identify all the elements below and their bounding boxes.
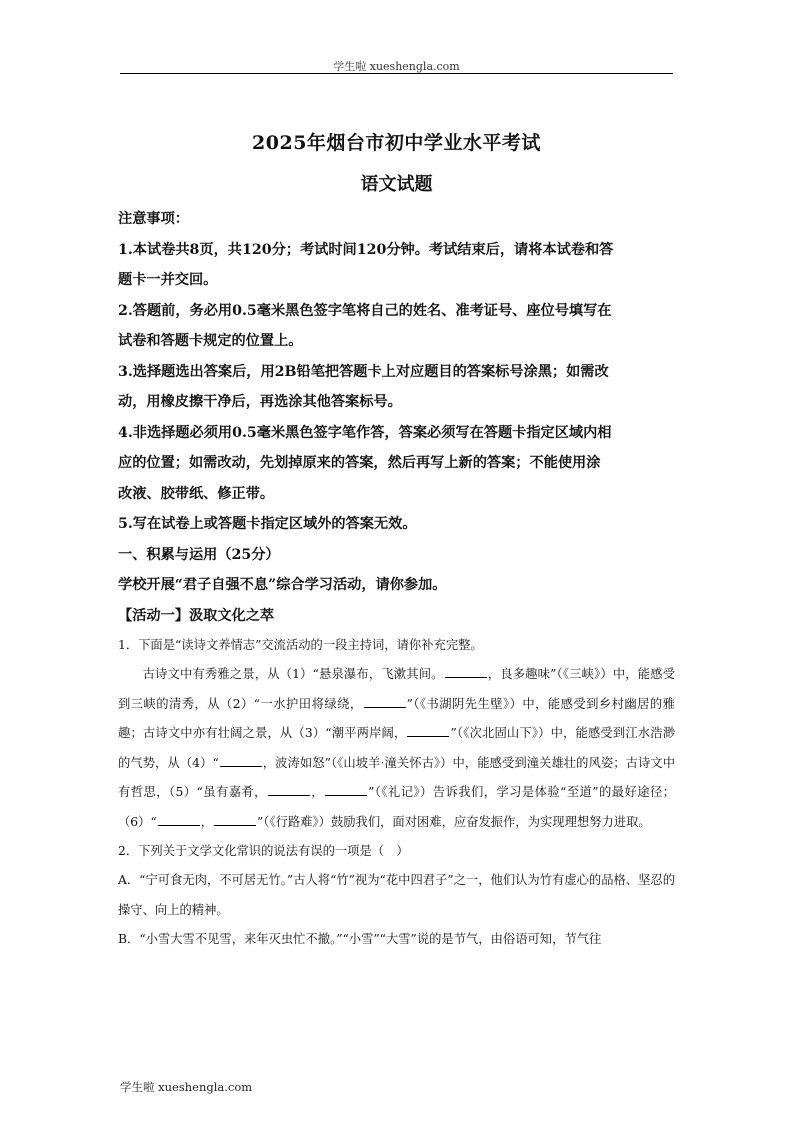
passage-text: ”（《次北固山下》）中，能感受到江水浩渺的气势，从（4）“ [118,726,675,770]
page-header: 学生啦 xueshengla.com [333,60,460,73]
section-intro: 学校开展“君子自强不息”综合学习活动，请你参加。 [118,577,447,593]
question-1-stem: 1．下面是“读诗文养情志”交流活动的一段主持词，请你补充完整。 [118,638,483,652]
exam-title: 2025年烟台市初中学业水平考试 [252,132,541,154]
header-divider [120,73,673,74]
notice-line: 改液、胶带纸、修正带。 [118,485,275,502]
answer-blank[interactable] [445,665,487,678]
notice-line: 1.本试卷共8页，共120分；考试时间120分钟。考试结束后，请将本试卷和答 [118,241,614,258]
notice-line: 4.非选择题必须用0.5毫米黑色签字笔作答，答案必须写在答题卡指定区域内相 [118,424,612,441]
question-1-passage [118,660,675,837]
notice-line: 应的位置；如需改动，先划掉原来的答案，然后再写上新的答案；不能使用涂 [118,455,601,471]
answer-blank[interactable] [325,783,367,796]
notice-line: 3.选择题选出答案后，用2B铅笔把答题卡上对应题目的答案标号涂黑；如需改 [118,363,609,380]
notice-line: 动，用橡皮擦干净后，再选涂其他答案标号。 [118,394,402,410]
passage-text: ”（《礼记》）告诉我们，学习是体验“至道”的最好途径；（6）“ [118,785,675,829]
exam-content [118,204,675,955]
answer-blank[interactable] [364,695,406,708]
exam-subtitle: 语文试题 [360,174,433,195]
answer-blank[interactable] [158,813,200,826]
page-footer: 学生啦 xueshengla.com [120,1080,253,1094]
activity-heading: 【活动一】汲取文化之萃 [118,607,275,624]
notice-line: 试卷和答题卡规定的位置上。 [118,333,303,349]
notice-heading: 注意事项： [118,211,189,227]
passage-text: ， [200,814,214,829]
notice-line: 2.答题前，务必用0.5毫米黑色签字笔将自己的姓名、准考证号、座位号填写在 [118,302,612,319]
passage-text: ”（《行路难》）鼓励我们，面对困难，应奋发振作，为实现理想努力进取。 [257,814,651,829]
question-2-stem: 2．下列关于文学文化常识的说法有误的一项是（ ） [118,844,409,858]
section-heading: 一、积累与运用（25分） [118,546,280,563]
passage-text: ，良多趣味”（《三峡》）中，能感受到三峡的清秀，从（2）“一水护田将绿绕， [118,667,675,711]
option-a: A．“宁可食无肉，不可居无竹。”古人将“竹”视为“花中四君子”之一，他们认为竹有虚心的品格、坚忍的操守、向上的精神。 [118,873,675,917]
passage-text: ，波涛如怒”（《山坡羊·潼关怀古》）中，能感受到潼关雄壮的风姿；古诗文中有哲思，（5）“虽有嘉肴， [118,755,675,799]
answer-blank[interactable] [268,783,310,796]
notice-line: 5.写在试卷上或答题卡指定区域外的答案无效。 [118,516,417,532]
passage-text: ， [310,785,325,799]
answer-blank[interactable] [214,813,256,826]
answer-blank[interactable] [407,724,449,737]
passage-text: ”（《书湖阴先生壁》）中，能感受到乡村幽居的雅趣；古诗文中亦有壮阔之景，从（3）“潮平两岸阔， [118,696,675,740]
option-b: B．“小雪大雪不见雪，来年灭虫忙不撤。”“小雪”“大雪”说的是节气，由俗语可知，节气往 [118,932,602,946]
answer-blank[interactable] [220,754,262,767]
notice-line: 题卡一并交回。 [118,272,218,288]
passage-text: 古诗文中有秀雅之景，从（1）“悬泉瀑布，飞漱其间。 [142,667,444,681]
